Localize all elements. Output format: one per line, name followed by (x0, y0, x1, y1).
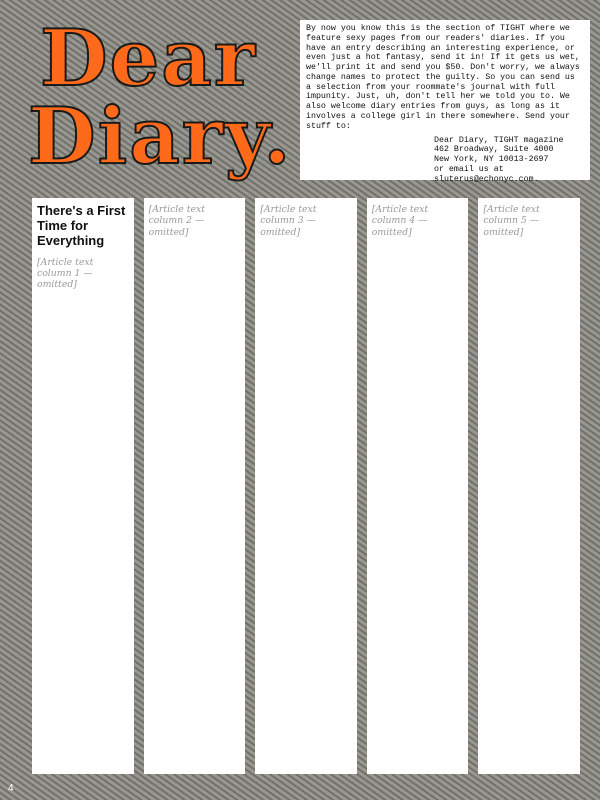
column-text: [Article text column 1 — omitted] (37, 256, 94, 291)
column-text: [Article text column 3 — omitted] (260, 204, 317, 238)
column-text: [Article text column 4 — omitted] (371, 204, 429, 238)
title-line-1: Dear (40, 13, 257, 104)
column-text: [Article text column 2 — omitted] (148, 204, 205, 238)
article-headline: There's a First Time for Everything (37, 203, 126, 248)
section-title (28, 13, 298, 195)
title-line-2: Diary. (28, 91, 293, 182)
address-line: New York, NY 10013-2697 (434, 155, 549, 165)
column-text: [Article text column 5 — omitted] (483, 204, 540, 238)
article-column-2 (144, 198, 246, 774)
page-number: 4 (8, 783, 14, 794)
intro-blurb (300, 20, 590, 184)
submission-address (306, 136, 584, 185)
address-line: Dear Diary, TIGHT magazine (434, 135, 564, 145)
article-column-4 (367, 198, 469, 774)
article-column-3 (255, 198, 357, 774)
article-column-5 (478, 198, 580, 774)
address-line: 462 Broadway, Suite 4000 (434, 145, 554, 155)
article-columns (32, 198, 580, 774)
intro-text: By now you know this is the section of TIGHT where we feature sexy pages from our readers' diaries. If you have an entry describing an interesting experience, or even just a hot fantasy, send it in! If it gets us wet, we'll print it and send you $50. Don't worry, we always change names to protect the guilty. So you can send us a selection from your roommate's journal with full impunity. Just, uh, don't tell her we told you to. We also welcome diary entries from guys, as long as it involves a college girl in there somewhere. Send your stuff to: (306, 24, 580, 131)
address-line: or email us at sluterus@echonyc.com. (434, 164, 539, 184)
article-column-1 (32, 198, 134, 774)
